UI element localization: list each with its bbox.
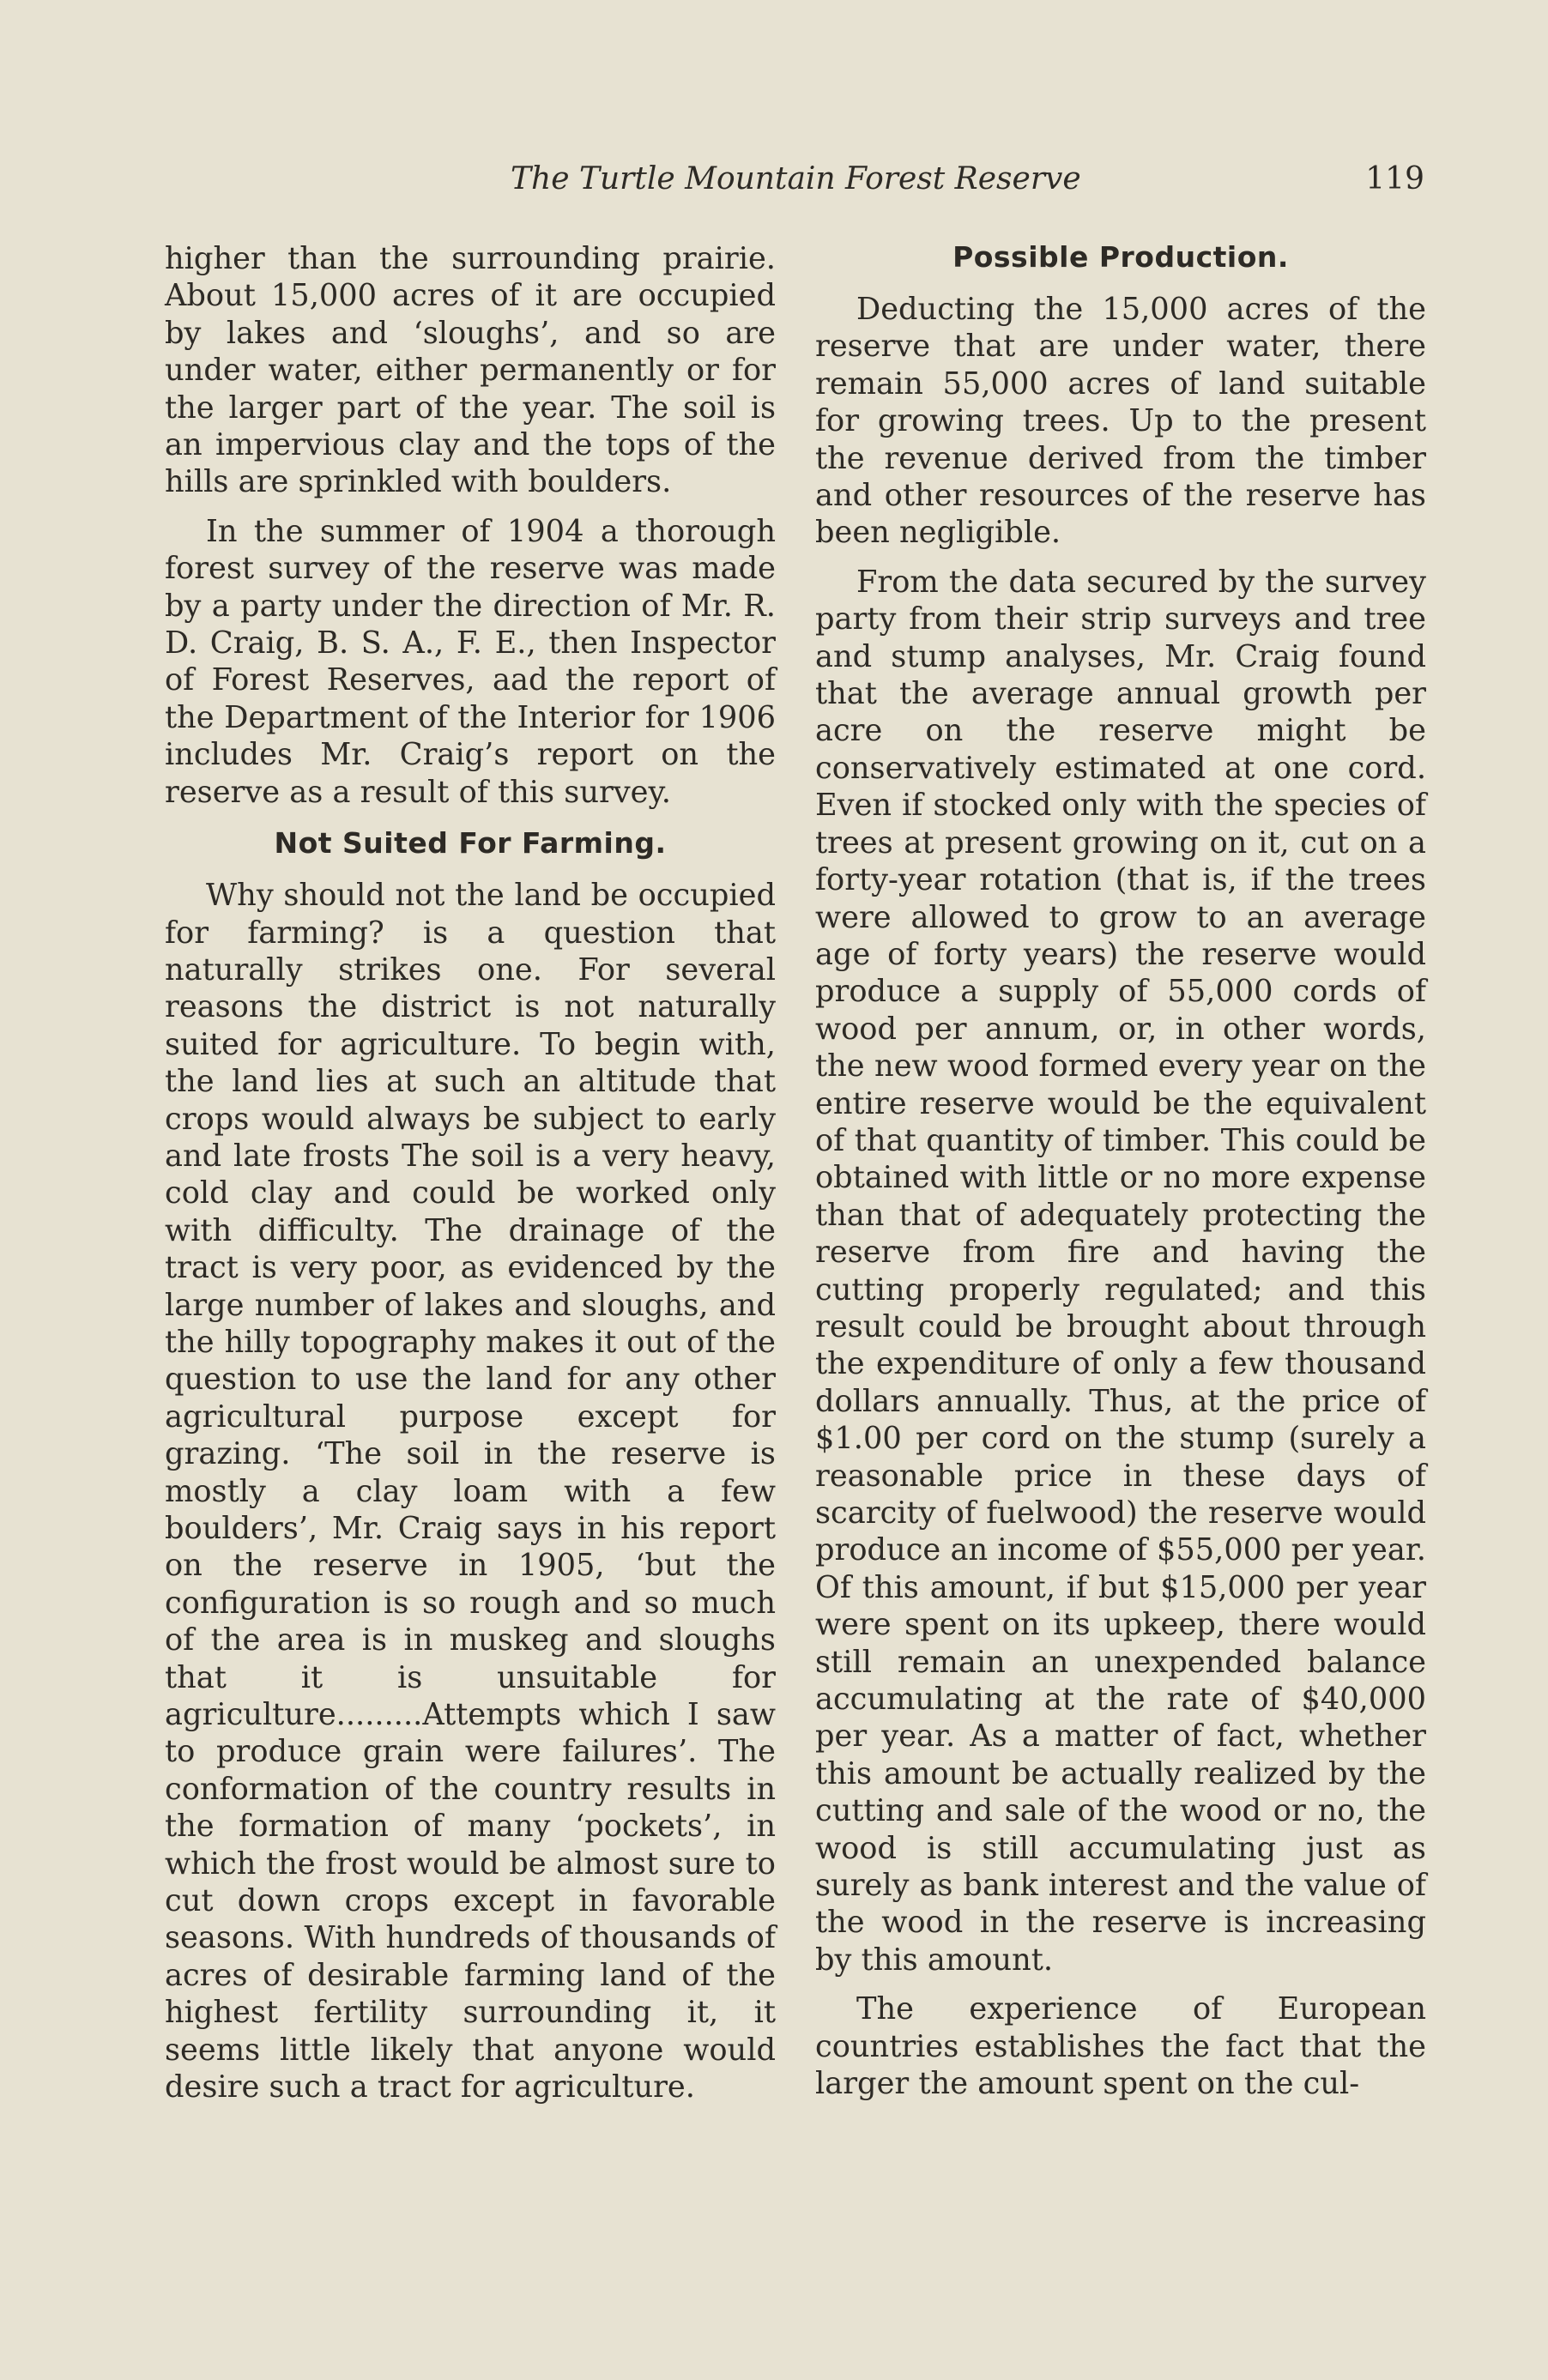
- paragraph-survey-1904: In the summer of 1904 a thorough forest survey of the reserve was made by a party under the direction of Mr. R. D. Craig, B. S. A., F. E., then Inspector of Forest Reserves, aad the report of the Department of the Interior for 1906 includes Mr. Craig’s report on the reserve as a result of this survey.: [165, 513, 776, 810]
- paragraph-deducting: Deducting the 15,000 acres of the reserve that are under water, there remain 55,000 acres of land suitable for growing trees. Up to the present the revenue derived from the timber and other resources of the reserve has been negligible.: [815, 292, 1426, 551]
- running-title: The Turtle Mountain Forest Reserve: [511, 161, 1081, 196]
- right-column: [815, 240, 1426, 2115]
- left-column: [165, 240, 776, 2118]
- paragraph-survey-data: From the data secured by the survey party from their strip surveys and tree and stump analyses, Mr. Craig found that the average annual growth per acre on the reserve might be conservatively estimated at one cord. Even if stocked only with the species of trees at present growing on it, cut on a forty-year rotation (that is, if the trees were allowed to grow to an average age of forty years) the reserve would produce a supply of 55,000 cords of wood per annum, or, in other words, the new wood formed every year on the entire reserve would be the equivalent of that quantity of timber. This could be obtained with little or no more expense than that of adequately protecting the reserve from fire and having the cutting properly regulated; and this result could be brought about through the expenditure of only a few thousand dollars annually. Thus, at the price of $1.00 per cord on the stump (surely a reasonable price in these days of scarcity of fuelwood) the reserve would produce an income of $55,000 per year. Of this amount, if but $15,000 per year were spent on its upkeep, there would still remain an unexpended balance accumulating at the rate of $40,000 per year. As a matter of fact, whether this amount be actually realized by the cutting and sale of the wood or no, the wood is still accumulating just as surely as bank interest and the value of the wood in the reserve is increasing by this amount.: [815, 564, 1426, 1978]
- section-heading-not-suited-for-farming: Not Suited For Farming.: [274, 826, 667, 861]
- paragraph-prairie: higher than the surrounding prairie. About 15,000 acres of it are occupied by lakes and ‘sloughs’, and so are under water, either permanently or for the larger part of the year. The soil is an impervious clay and the tops of the hills are sprinkled with boulders.: [165, 241, 776, 500]
- page-header: [154, 156, 1424, 208]
- page-number: 119: [1365, 161, 1424, 196]
- section-heading-possible-production: Possible Production.: [952, 240, 1289, 274]
- paragraph-farming: Why should not the land be occupied for farming? is a question that naturally strikes one. For several reasons the district is not naturally suited for agriculture. To begin with, the land lies at such an altitude that crops would always be subject to early and late frosts The soil is a very heavy, cold clay and could be worked only with difficulty. The drainage of the tract is very poor, as evidenced by the large number of lakes and sloughs, and the hilly topography makes it out of the question to use the land for any other agricultural purpose except for grazing. ‘The soil in the reserve is mostly a clay loam with a few boulders’, Mr. Craig says in his report on the reserve in 1905, ‘but the configuration is so rough and so much of the area is in muskeg and sloughs that it is unsuitable for agriculture.........Attempts which I saw to produce grain were failures’. The conformation of the country results in the formation of many ‘pockets’, in which the frost would be almost sure to cut down crops except in favorable seasons. With hundreds of thousands of acres of desirable farming land of the highest fertility surrounding it, it seems little likely that anyone would desire such a tract for agriculture.: [165, 878, 776, 2105]
- paragraph-european-experience: The experience of European countries establishes the fact that the larger the amount spent on the cul-: [815, 1991, 1426, 2102]
